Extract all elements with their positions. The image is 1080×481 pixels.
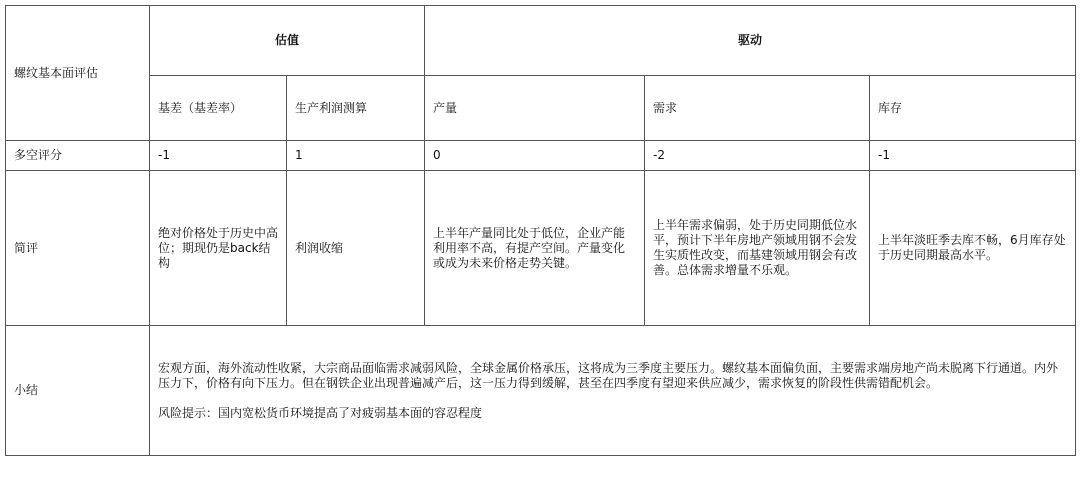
column-header-profit: 生产利润测算 xyxy=(287,76,425,141)
score-profit: 1 xyxy=(287,141,425,171)
corner-label: 螺纹基本面评估 xyxy=(6,6,150,141)
column-header-inventory: 库存 xyxy=(870,76,1076,141)
group-header-valuation: 估值 xyxy=(150,6,425,76)
summary-row-label: 小结 xyxy=(6,326,150,456)
comment-row xyxy=(6,171,1076,326)
score-inventory: -1 xyxy=(870,141,1076,171)
comment-profit: 利润收缩 xyxy=(287,171,425,326)
risk-note: 风险提示：国内宽松货币环境提高了对疲弱基本面的容忍程度 xyxy=(158,405,483,420)
score-row xyxy=(6,141,1076,171)
summary-text: 宏观方面，海外流动性收紧，大宗商品面临需求减弱风险，全球金属价格承压，这将成为三季度主要压力。螺纹基本面偏负面，主要需求端房地产尚未脱离下行通道。内外压力下，价格有向下压力。但在钢铁企业出现普遍减产后，这一压力得到缓解，甚至在四季度有望迎来供应减少，需求恢复的阶段性供需错配机会。 xyxy=(158,360,1059,390)
comment-output: 上半年产量同比处于低位，企业产能利用率不高，有提产空间。产量变化或成为未来价格走势关键。 xyxy=(425,171,645,326)
comment-basis: 绝对价格处于历史中高位；期现仍是back结构 xyxy=(150,171,287,326)
score-demand: -2 xyxy=(645,141,870,171)
column-header-demand: 需求 xyxy=(645,76,870,141)
comment-inventory: 上半年淡旺季去库不畅，6月库存处于历史同期最高水平。 xyxy=(870,171,1076,326)
summary-row xyxy=(6,326,1076,456)
group-header-row xyxy=(6,6,1076,76)
group-header-driver: 驱动 xyxy=(425,6,1076,76)
score-output: 0 xyxy=(425,141,645,171)
comment-demand: 上半年需求偏弱，处于历史同期低位水平，预计下半年房地产领域用钢不会发生实质性改变，而基建领域用钢会有改善。总体需求增量不乐观。 xyxy=(645,171,870,326)
summary-cell xyxy=(150,326,1076,456)
comment-row-label: 简评 xyxy=(6,171,150,326)
fundamental-evaluation-table xyxy=(5,5,1076,456)
column-header-basis: 基差（基差率） xyxy=(150,76,287,141)
score-basis: -1 xyxy=(150,141,287,171)
column-header-output: 产量 xyxy=(425,76,645,141)
column-header-row xyxy=(6,76,1076,141)
score-row-label: 多空评分 xyxy=(6,141,150,171)
